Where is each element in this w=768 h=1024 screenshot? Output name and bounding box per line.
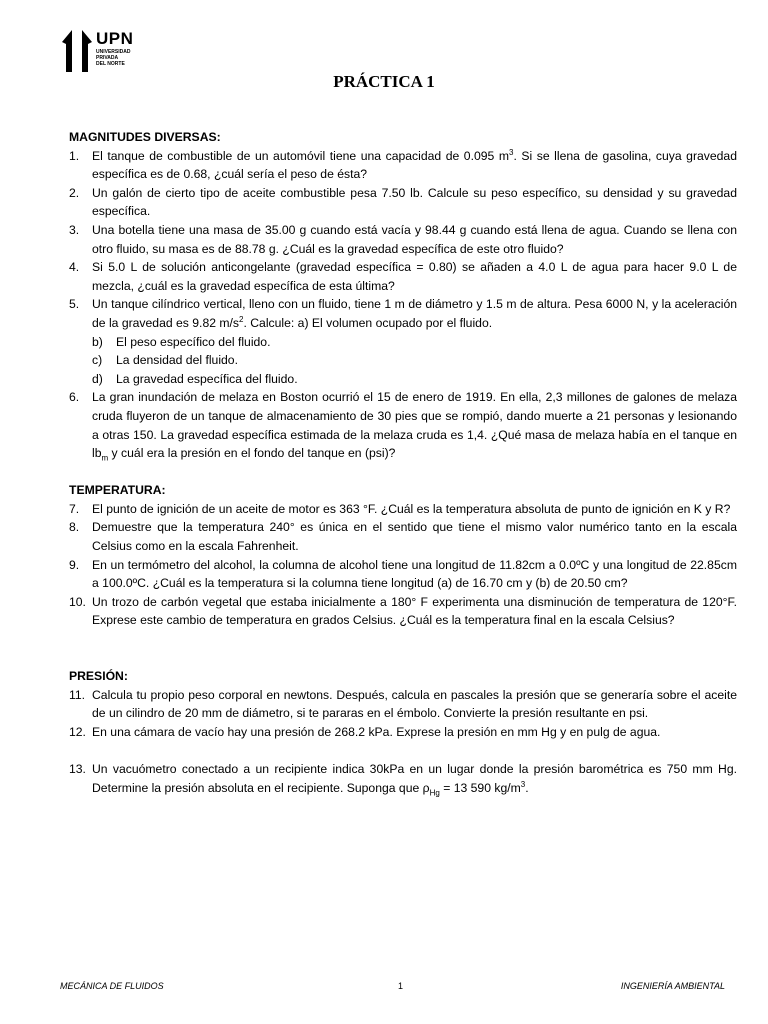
question-3 xyxy=(69,221,737,258)
question-text: Calcula tu propio peso corporal en newtons. Después, calcula en pascales la presión que se generaría sobre el aceite de un cilindro de 20 mm de diámetro, si te pararas en el émbolo. Convierte la presión resultante en psi. xyxy=(92,687,737,721)
subquestion-letter: c) xyxy=(92,353,103,368)
question-number: 11. xyxy=(69,687,86,702)
question-number: 12. xyxy=(69,724,86,739)
question-4 xyxy=(69,258,737,295)
question-number: 8. xyxy=(69,520,80,535)
logo-line-1: UNIVERSIDAD xyxy=(96,49,131,55)
question-7 xyxy=(69,500,737,519)
question-1 xyxy=(69,147,737,184)
question-9 xyxy=(69,556,737,593)
subquestion-letter: b) xyxy=(92,334,103,349)
question-text-part: = 13 590 kg/m xyxy=(439,780,521,795)
section-heading-temperatura: TEMPERATURA: xyxy=(69,483,166,498)
upn-logo xyxy=(62,30,142,72)
superscript: 3 xyxy=(509,147,514,157)
section-heading-magnitudes: MAGNITUDES DIVERSAS: xyxy=(69,130,221,144)
question-text-part: Un vacuómetro conectado a un recipiente indica 30kPa en un lugar donde la presión barométrica es 750 mm Hg. Determine la presión absoluta en el recipiente. Suponga que ρ xyxy=(92,762,737,795)
question-11 xyxy=(69,686,737,723)
upn-arrow-logo-icon xyxy=(62,30,92,72)
question-text: Un galón de cierto tipo de aceite combustible pesa 7.50 lb. Calcule su peso específico, su densidad y su gravedad específica. xyxy=(92,185,737,219)
question-number: 6. xyxy=(69,390,80,405)
question-6 xyxy=(69,388,737,462)
logo-subtitle xyxy=(96,49,133,67)
question-text xyxy=(92,147,737,184)
question-text xyxy=(92,760,737,797)
subscript: Hg xyxy=(429,788,440,798)
question-number: 4. xyxy=(69,260,80,275)
question-13 xyxy=(69,760,737,797)
question-number: 9. xyxy=(69,557,80,572)
question-text-part: . Si se llena de gasolina, cuya gravedad específica es de 0.68, ¿cuál sería el peso de ésta? xyxy=(92,148,737,182)
question-2 xyxy=(69,184,737,221)
logo-line-3: DEL NORTE xyxy=(96,61,125,67)
subscript: m xyxy=(101,453,109,463)
subquestion-text: La gravedad específica del fluido. xyxy=(116,371,298,386)
question-number: 3. xyxy=(69,222,80,237)
subquestion-5d xyxy=(69,370,737,389)
logo-text xyxy=(96,30,133,67)
question-text: Una botella tiene una masa de 35.00 g cuando está vacía y 98.44 g cuando está llena de agua. Cuando se llena con otro fluido, su masa es de 88.78 g. ¿Cuál es la gravedad específica de este otro fluido? xyxy=(92,222,737,256)
document-title: PRÁCTICA 1 xyxy=(333,72,435,91)
subquestion-text: La densidad del fluido. xyxy=(116,353,238,368)
question-text: Un trozo de carbón vegetal que estaba inicialmente a 180° F experimenta una disminución de temperatura de 120°F. Exprese este cambio de temperatura en grados Celsius. ¿Cuál es la temperatura final en la escala Celsius? xyxy=(92,594,737,628)
question-text xyxy=(92,295,737,332)
question-8 xyxy=(69,518,737,555)
question-text: En un termómetro del alcohol, la columna de alcohol tiene una longitud de 11.82cm a 0.0ºC y una longitud de 22.85cm a 100.0ºC. ¿Cuál es la temperatura si la columna tiene longitud (a) de 16.70 cm y (b) de 20.50 cm? xyxy=(92,557,737,591)
superscript: 3 xyxy=(520,779,526,789)
footer-course: MECÁNICA DE FLUIDOS xyxy=(60,981,164,991)
logo-brand: UPN xyxy=(96,29,134,48)
question-10 xyxy=(69,593,737,630)
question-text: Demuestre que la temperatura 240° es única en el sentido que tiene el mismo valor numérico tanto en la escala Celsius como en la escala Fahrenheit. xyxy=(92,520,737,554)
question-number: 10. xyxy=(69,594,86,609)
logo-line-2: PRIVADA xyxy=(96,55,119,61)
page-number: 1 xyxy=(398,981,404,991)
question-text: En una cámara de vacío hay una presión de 268.2 kPa. Exprese la presión en mm Hg y en pulg de agua. xyxy=(92,724,661,739)
question-text-part: . Calcule: a) El volumen ocupado por el fluido. xyxy=(243,315,493,330)
question-text: El punto de ignición de un aceite de motor es 363 °F. ¿Cuál es la temperatura absoluta de punto de ignición en K y R? xyxy=(92,501,731,516)
subquestion-letter: d) xyxy=(92,371,103,386)
question-5 xyxy=(69,295,737,332)
question-number: 2. xyxy=(69,185,80,200)
question-text: Si 5.0 L de solución anticongelante (gravedad específica = 0.80) se añaden a 4.0 L de agua para hacer 9.0 L de mezcla, ¿cuál es la gravedad específica de esta última? xyxy=(92,260,737,293)
question-text xyxy=(92,388,737,462)
question-number: 13. xyxy=(69,762,86,776)
question-text-part: La gran inundación de melaza en Boston ocurrió el 15 de enero de 1919. En ella, 2,3 millones de galones de melaza cruda fluyeron de un tanque de almacenamiento de 30 pies que se rompió, dando muerte a 21 personas y lesionando a otras 150. La gravedad específica estimada de la melaza cruda es 1,4. ¿Qué masa de melaza había en el tanque en lb xyxy=(92,390,737,461)
footer-program: INGENIERÍA AMBIENTAL xyxy=(620,981,725,991)
question-text-part: Un tanque cilíndrico vertical, lleno con un fluido, tiene 1 m de diámetro y 1.5 m de altura. Pesa 6000 N, y la aceleración de la gravedad es 9.82 m/s xyxy=(92,297,737,330)
question-number: 7. xyxy=(69,501,80,516)
subquestion-text: El peso específico del fluido. xyxy=(116,334,271,349)
superscript: 2 xyxy=(239,314,244,324)
section-heading-presion: PRESIÓN: xyxy=(69,669,128,684)
question-text-part: El tanque de combustible de un automóvil tiene una capacidad de 0.095 m xyxy=(92,148,509,163)
page-footer xyxy=(60,981,725,995)
question-text-part: y cuál era la presión en el fondo del tanque en (psi)? xyxy=(108,446,396,461)
subquestion-5b xyxy=(69,333,737,352)
document-body xyxy=(69,128,737,797)
question-number: 5. xyxy=(69,297,80,312)
question-number: 1. xyxy=(69,148,80,163)
subquestion-5c xyxy=(69,351,737,370)
question-text-part: . xyxy=(525,780,529,795)
question-12 xyxy=(69,723,737,742)
